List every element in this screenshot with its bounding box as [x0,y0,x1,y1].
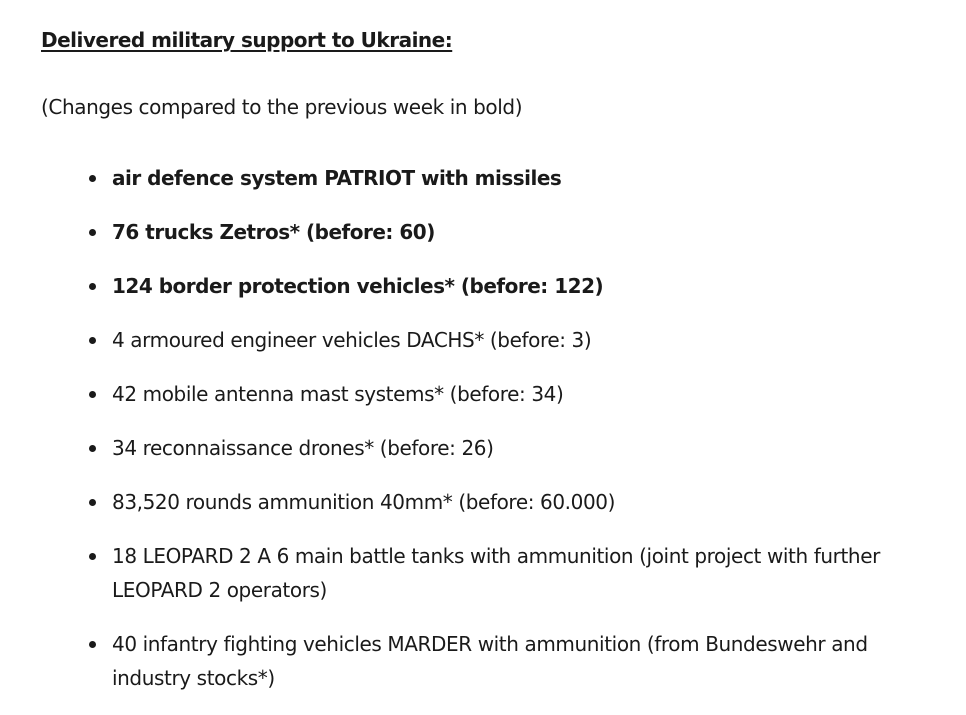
bullet-icon [89,553,96,560]
list-item-text: 18 LEOPARD 2 A 6 main battle tanks with ammunition (joint project with further LEOPARD 2 operators) [112,544,880,602]
list-item [41,269,941,303]
section-subtitle: (Changes compared to the previous week in bold) [41,95,523,119]
bullet-icon [89,641,96,648]
bullet-icon [89,445,96,452]
section-heading: Delivered military support to Ukraine: [41,28,453,52]
list-item-text: 34 reconnaissance drones* (before: 26) [112,436,494,460]
bullet-icon [89,175,96,182]
list-item [41,323,941,357]
list-item [41,431,941,465]
list-item-text: 76 trucks Zetros* (before: 60) [112,220,435,244]
list-item [41,627,941,695]
list-item [41,377,941,411]
list-item [41,215,941,249]
article-content [41,26,941,715]
support-list [41,161,941,695]
bullet-icon [89,283,96,290]
list-item-text: 42 mobile antenna mast systems* (before: 34) [112,382,564,406]
list-item [41,161,941,195]
bullet-icon [89,499,96,506]
list-item [41,485,941,519]
list-item-text: air defence system PATRIOT with missiles [112,166,562,190]
list-item [41,539,941,607]
bullet-icon [89,229,96,236]
list-item-text: 4 armoured engineer vehicles DACHS* (before: 3) [112,328,592,352]
bullet-icon [89,391,96,398]
bullet-icon [89,337,96,344]
list-item-text: 40 infantry fighting vehicles MARDER with ammunition (from Bundeswehr and industry stocks*) [112,632,868,690]
list-item-text: 83,520 rounds ammunition 40mm* (before: 60.000) [112,490,615,514]
list-item-text: 124 border protection vehicles* (before: 122) [112,274,604,298]
